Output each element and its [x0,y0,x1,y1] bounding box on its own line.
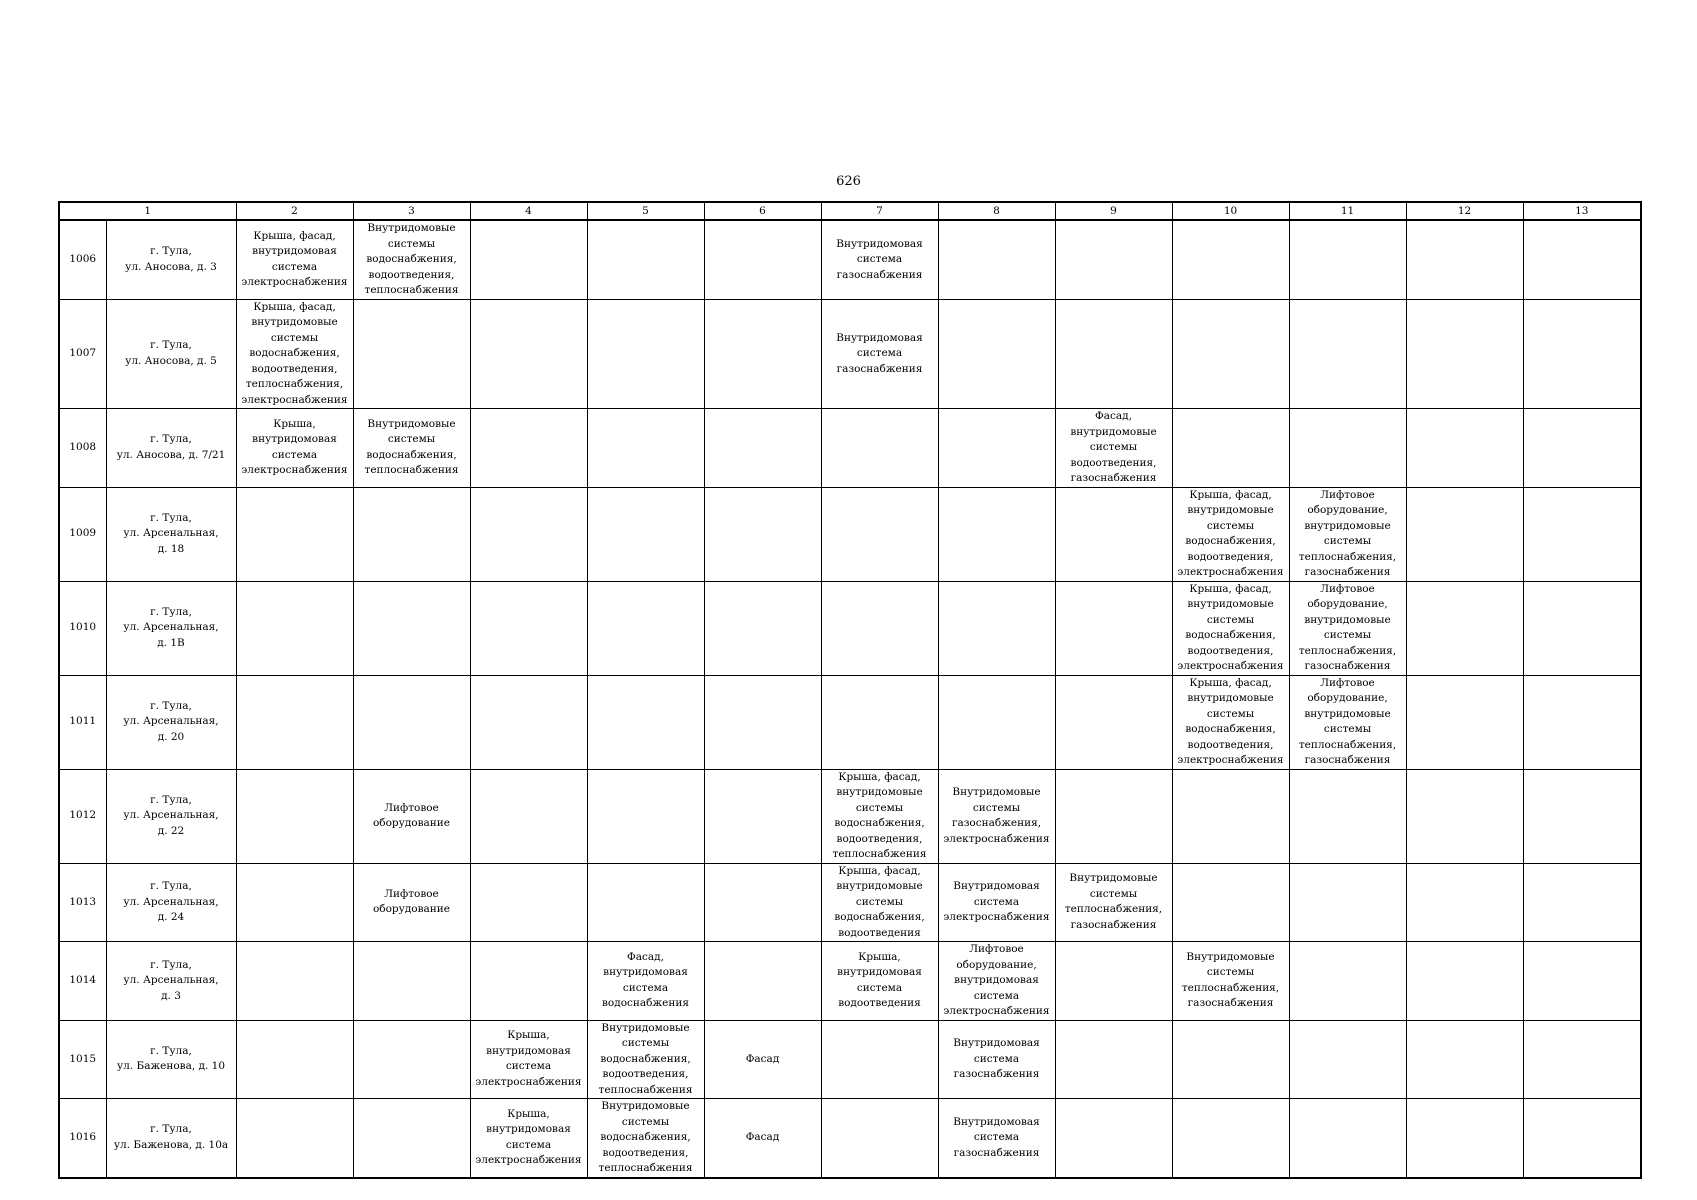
work-cell [587,409,704,488]
work-cell [587,675,704,769]
work-cell [470,863,587,942]
work-cell: Крыша, фасад, внутридомовые системы водоснабжения, водоотведения, электроснабжения [1172,581,1289,675]
work-cell [587,220,704,299]
work-cell [938,675,1055,769]
work-cell [1289,1020,1406,1099]
work-cell [1406,487,1523,581]
work-cell [1523,863,1641,942]
address-cell: г. Тула, ул. Арсенальная, д. 1В [106,581,236,675]
work-cell: Внутридомовая система газоснабжения [938,1099,1055,1178]
work-cell [1172,299,1289,409]
work-cell: Внутридомовые системы водоснабжения, водоотведения, теплоснабжения [587,1020,704,1099]
table-row [59,675,1641,769]
repair-schedule-table [58,201,1642,1179]
row-number: 1016 [59,1099,106,1178]
work-cell: Лифтовое оборудование, внутридомовые системы теплоснабжения, газоснабжения [1289,487,1406,581]
work-cell: Внутридомовые системы теплоснабжения, газоснабжения [1172,942,1289,1021]
work-cell [1523,299,1641,409]
work-cell [704,863,821,942]
work-cell: Фасад, внутридомовые системы водоотведения, газоснабжения [1055,409,1172,488]
work-cell [1172,220,1289,299]
work-cell [236,675,353,769]
work-cell [470,487,587,581]
work-cell [938,581,1055,675]
work-cell: Внутридомовая система газоснабжения [938,1020,1055,1099]
work-cell: Лифтовое оборудование, внутридомовые системы теплоснабжения, газоснабжения [1289,675,1406,769]
work-cell [353,1020,470,1099]
work-cell [821,581,938,675]
work-cell [704,409,821,488]
table-row [59,1020,1641,1099]
column-header: 7 [821,202,938,220]
work-cell [1523,675,1641,769]
column-header: 2 [236,202,353,220]
row-number: 1015 [59,1020,106,1099]
row-number: 1009 [59,487,106,581]
work-cell [587,863,704,942]
work-cell [236,942,353,1021]
address-cell: г. Тула, ул. Арсенальная, д. 24 [106,863,236,942]
header-row [59,202,1641,220]
work-cell [470,409,587,488]
work-cell [704,942,821,1021]
work-cell [1406,581,1523,675]
column-header: 8 [938,202,1055,220]
work-cell [704,299,821,409]
work-cell [470,220,587,299]
work-cell [821,487,938,581]
work-cell: Внутридомовая система газоснабжения [821,220,938,299]
work-cell [1289,299,1406,409]
work-cell [1406,1020,1523,1099]
work-cell [1406,942,1523,1021]
work-cell [1172,863,1289,942]
table-row [59,581,1641,675]
work-cell [1289,409,1406,488]
work-cell [1055,220,1172,299]
work-cell [1523,769,1641,863]
work-cell [353,581,470,675]
work-cell [1406,1099,1523,1178]
work-cell [353,675,470,769]
work-cell [938,299,1055,409]
column-header: 10 [1172,202,1289,220]
work-cell [704,769,821,863]
work-cell [1523,1099,1641,1178]
work-cell [1406,769,1523,863]
work-cell: Фасад, внутридомовая система водоснабжения [587,942,704,1021]
work-cell [1172,409,1289,488]
work-cell: Фасад [704,1020,821,1099]
work-cell: Внутридомовые системы теплоснабжения, газоснабжения [1055,863,1172,942]
work-cell [1406,675,1523,769]
table-row [59,942,1641,1021]
row-number: 1010 [59,581,106,675]
work-cell [1406,863,1523,942]
work-cell [1289,942,1406,1021]
work-cell: Крыша, фасад, внутридомовые системы водоснабжения, водоотведения, теплоснабжения [821,769,938,863]
work-cell: Крыша, внутридомовая система электроснабжения [470,1020,587,1099]
work-cell [1289,220,1406,299]
work-cell: Лифтовое оборудование [353,769,470,863]
work-cell [704,220,821,299]
work-cell [938,409,1055,488]
work-cell [1523,487,1641,581]
work-cell: Крыша, внутридомовая система водоотведения [821,942,938,1021]
work-cell [353,942,470,1021]
work-cell [1055,769,1172,863]
work-cell: Крыша, фасад, внутридомовые системы водоснабжения, водоотведения [821,863,938,942]
address-cell: г. Тула, ул. Арсенальная, д. 18 [106,487,236,581]
work-cell [587,769,704,863]
work-cell [1523,1020,1641,1099]
work-cell [704,675,821,769]
table-row [59,299,1641,409]
work-cell [1172,1099,1289,1178]
column-header: 13 [1523,202,1641,220]
row-number: 1007 [59,299,106,409]
row-number: 1013 [59,863,106,942]
work-cell [587,299,704,409]
address-cell: г. Тула, ул. Аносова, д. 7/21 [106,409,236,488]
column-header: 5 [587,202,704,220]
work-cell [470,769,587,863]
work-cell [1289,1099,1406,1178]
work-cell [470,581,587,675]
work-cell [1055,299,1172,409]
work-cell [587,487,704,581]
row-number: 1011 [59,675,106,769]
column-header: 3 [353,202,470,220]
work-cell [587,581,704,675]
work-cell: Крыша, фасад, внутридомовая система электроснабжения [236,220,353,299]
row-number: 1006 [59,220,106,299]
work-cell [1289,769,1406,863]
work-cell: Фасад [704,1099,821,1178]
work-cell [353,299,470,409]
row-number: 1014 [59,942,106,1021]
column-header: 12 [1406,202,1523,220]
work-cell [1406,299,1523,409]
work-cell [1523,220,1641,299]
work-cell [821,675,938,769]
work-cell [1406,409,1523,488]
work-cell [1523,409,1641,488]
address-cell: г. Тула, ул. Баженова, д. 10а [106,1099,236,1178]
work-cell [1055,942,1172,1021]
work-cell [470,299,587,409]
work-cell [1055,675,1172,769]
row-number: 1012 [59,769,106,863]
work-cell [1055,581,1172,675]
table-row [59,220,1641,299]
work-cell [938,487,1055,581]
work-cell [1055,1099,1172,1178]
work-cell [236,769,353,863]
work-cell: Внутридомовые системы водоснабжения, водоотведения, теплоснабжения [587,1099,704,1178]
work-cell: Лифтовое оборудование [353,863,470,942]
work-cell [236,1099,353,1178]
address-cell: г. Тула, ул. Баженова, д. 10 [106,1020,236,1099]
work-cell [236,863,353,942]
address-cell: г. Тула, ул. Аносова, д. 5 [106,299,236,409]
work-cell: Внутридомовые системы газоснабжения, электроснабжения [938,769,1055,863]
work-cell: Крыша, фасад, внутридомовые системы водоснабжения, водоотведения, электроснабжения [1172,675,1289,769]
work-cell: Лифтовое оборудование, внутридомовые системы теплоснабжения, газоснабжения [1289,581,1406,675]
work-cell [236,581,353,675]
work-cell: Внутридомовая система газоснабжения [821,299,938,409]
work-cell [1172,769,1289,863]
work-cell: Внутридомовая система электроснабжения [938,863,1055,942]
page-number: 626 [836,174,861,189]
work-cell [353,487,470,581]
address-cell: г. Тула, ул. Аносова, д. 3 [106,220,236,299]
column-header: 1 [59,202,236,220]
work-cell [1055,487,1172,581]
work-cell: Крыша, внутридомовая система электроснабжения [470,1099,587,1178]
work-cell [821,1099,938,1178]
column-header: 4 [470,202,587,220]
column-header: 11 [1289,202,1406,220]
table-row [59,487,1641,581]
work-cell [938,220,1055,299]
work-cell [704,581,821,675]
work-cell [1055,1020,1172,1099]
work-cell [704,487,821,581]
work-cell [821,1020,938,1099]
work-cell [236,1020,353,1099]
work-cell [1523,942,1641,1021]
work-cell [1172,1020,1289,1099]
table-row [59,769,1641,863]
table-row [59,1099,1641,1178]
table-row [59,863,1641,942]
work-cell [1289,863,1406,942]
work-cell [1406,220,1523,299]
work-cell: Крыша, фасад, внутридомовые системы водоснабжения, водоотведения, электроснабжения [1172,487,1289,581]
work-cell: Крыша, фасад, внутридомовые системы водоснабжения, водоотведения, теплоснабжения, электроснабжения [236,299,353,409]
work-cell [470,675,587,769]
table-row [59,409,1641,488]
work-cell [470,942,587,1021]
work-cell: Внутридомовые системы водоснабжения, водоотведения, теплоснабжения [353,220,470,299]
address-cell: г. Тула, ул. Арсенальная, д. 3 [106,942,236,1021]
address-cell: г. Тула, ул. Арсенальная, д. 22 [106,769,236,863]
address-cell: г. Тула, ул. Арсенальная, д. 20 [106,675,236,769]
work-cell [821,409,938,488]
work-cell [353,1099,470,1178]
work-cell: Внутридомовые системы водоснабжения, теплоснабжения [353,409,470,488]
work-cell: Крыша, внутридомовая система электроснабжения [236,409,353,488]
column-header: 9 [1055,202,1172,220]
work-cell: Лифтовое оборудование, внутридомовая система электроснабжения [938,942,1055,1021]
work-cell [236,487,353,581]
work-cell [1523,581,1641,675]
row-number: 1008 [59,409,106,488]
column-header: 6 [704,202,821,220]
